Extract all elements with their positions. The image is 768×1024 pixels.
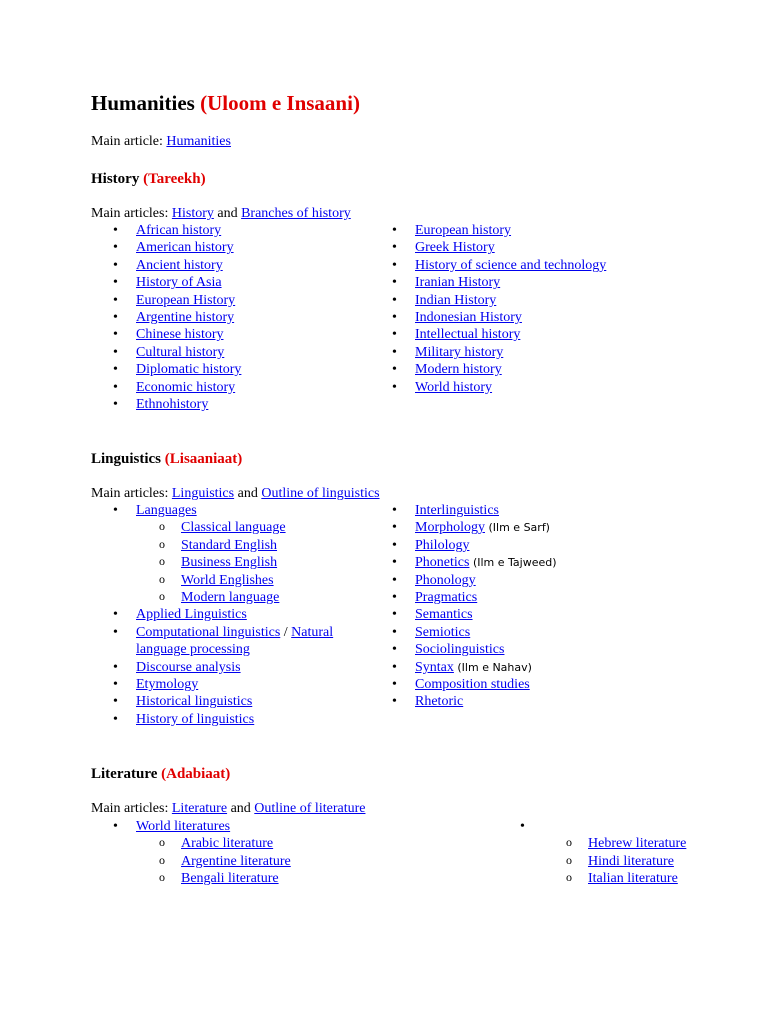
list-item [91, 693, 366, 710]
linguistics-list-left [91, 502, 366, 728]
literature-main-articles [91, 800, 365, 817]
list-item [370, 659, 730, 676]
linguistics-link[interactable]: Linguistics [171, 486, 235, 501]
literature-list-right [498, 818, 738, 888]
list-item [91, 818, 491, 888]
literature-main-label: Main articles: [91, 801, 172, 816]
list-item [91, 326, 371, 343]
etymology-link[interactable]: Etymology [136, 677, 199, 693]
literature-list-left [91, 818, 491, 888]
outline-of-linguistics-link[interactable]: Outline of linguistics [261, 486, 380, 501]
list-item [91, 502, 366, 606]
argentine-literature-link[interactable]: Argentine literature [181, 853, 291, 869]
list-item [91, 361, 371, 378]
linguistics-list-right [370, 502, 730, 711]
sociolinguistics-link[interactable]: Sociolinguistics [415, 642, 505, 658]
list-item [91, 239, 371, 256]
list-item [136, 519, 366, 536]
arabic-literature-link[interactable]: Arabic literature [181, 836, 274, 852]
history-link[interactable]: History [171, 206, 214, 221]
humanities-link[interactable]: Humanities [166, 134, 231, 149]
cultural-history-link[interactable]: Cultural history [136, 344, 225, 360]
history-heading-text: History [91, 171, 140, 187]
page-title [91, 88, 360, 118]
literature-sublist-left [136, 835, 491, 887]
ethnohistory-link[interactable]: Ethnohistory [136, 397, 209, 413]
business-english-link[interactable]: Business English [181, 555, 278, 571]
semantics-link[interactable]: Semantics [415, 607, 473, 623]
syntax-link[interactable]: Syntax [415, 659, 454, 675]
list-item [370, 519, 730, 536]
rhetoric-link[interactable]: Rhetoric [415, 694, 464, 710]
page-title-translation: (Uloom e Insaani) [200, 91, 360, 115]
european-history-link[interactable]: European History [136, 292, 236, 308]
natural-language-processing-link[interactable]: Natural language processing [136, 624, 334, 658]
list-item [370, 554, 730, 571]
linguistics-heading-translation: (Lisaaniaat) [164, 451, 243, 467]
page-title-main: Humanities [91, 91, 195, 115]
list-item [91, 624, 366, 659]
applied-linguistics-link[interactable]: Applied Linguistics [136, 607, 247, 623]
list-item [370, 326, 720, 343]
intellectual-history-link[interactable]: Intellectual history [415, 327, 521, 343]
literature-sublist-right [543, 835, 738, 887]
history-list-right [370, 222, 720, 396]
linguistics-main-articles [91, 485, 380, 502]
military-history-link[interactable]: Military history [415, 344, 504, 360]
literature-heading-translation: (Adabiaat) [161, 766, 231, 782]
list-item [543, 853, 738, 870]
computational-linguistics-link[interactable]: Computational linguistics [136, 624, 281, 640]
list-item [136, 554, 366, 571]
list-item [370, 676, 730, 693]
indonesian-history-link[interactable]: Indonesian History [415, 310, 522, 326]
history-and: and [213, 206, 242, 221]
ancient-history-link[interactable]: Ancient history [136, 257, 223, 273]
list-item [370, 222, 720, 239]
african-history-link[interactable]: African history [136, 223, 222, 238]
literature-and: and [227, 801, 255, 816]
phonology-link[interactable]: Phonology [415, 572, 476, 588]
list-item [370, 693, 730, 710]
composition-studies-link[interactable]: Composition studies [415, 677, 530, 693]
list-item [91, 396, 371, 413]
history-of-science-and-technology-link[interactable]: History of science and technology [415, 257, 607, 273]
list-item [370, 309, 720, 326]
list-item [370, 624, 730, 641]
urdu-term-note: (Ilm e Nahav) [457, 660, 532, 674]
list-item [136, 870, 491, 887]
list-item [91, 344, 371, 361]
branches-of-history-link[interactable]: Branches of history [241, 206, 351, 221]
list-item [370, 502, 730, 519]
history-list-left [91, 222, 371, 413]
chinese-history-link[interactable]: Chinese history [136, 327, 224, 343]
diplomatic-history-link[interactable]: Diplomatic history [136, 362, 242, 378]
american-history-link[interactable]: American history [136, 240, 234, 256]
philology-link[interactable]: Philology [415, 537, 470, 553]
world-literatures-link[interactable]: World literatures [136, 819, 231, 834]
list-item [91, 379, 371, 396]
discourse-analysis-link[interactable]: Discourse analysis [136, 659, 241, 675]
list-item [370, 361, 720, 378]
hindi-literature-link[interactable]: Hindi literature [588, 853, 674, 869]
italian-literature-link[interactable]: Italian literature [588, 871, 678, 887]
list-item [370, 379, 720, 396]
list-item [91, 222, 371, 239]
phonetics-link[interactable]: Phonetics [415, 555, 470, 571]
semiotics-link[interactable]: Semiotics [415, 624, 471, 640]
bengali-literature-link[interactable]: Bengali literature [181, 871, 279, 887]
list-item [91, 309, 371, 326]
outline-of-literature-link[interactable]: Outline of literature [254, 801, 366, 816]
list-item [370, 292, 720, 309]
list-item [91, 292, 371, 309]
urdu-term-note: (Ilm e Sarf) [488, 521, 550, 535]
linguistics-and: and [234, 486, 262, 501]
literature-heading [91, 764, 230, 784]
list-item [370, 572, 730, 589]
iranian-history-link[interactable]: Iranian History [415, 275, 501, 291]
list-item [91, 676, 366, 693]
list-item [91, 606, 366, 623]
urdu-term-note: (Ilm e Tajweed) [472, 556, 557, 570]
intro-main-article [91, 133, 231, 150]
list-item [370, 239, 720, 256]
history-of-asia-link[interactable]: History of Asia [136, 275, 222, 291]
list-item [136, 537, 366, 554]
list-item [91, 659, 366, 676]
world-history-link[interactable]: World history [415, 379, 493, 395]
historical-linguistics-link[interactable]: Historical linguistics [136, 694, 253, 710]
list-item [91, 274, 371, 291]
european-history-link[interactable]: European history [415, 223, 512, 238]
separator-slash: / [280, 624, 292, 640]
modern-language-link[interactable]: Modern language [181, 590, 280, 606]
list-item [370, 589, 730, 606]
interlinguistics-link[interactable]: Interlinguistics [415, 503, 499, 518]
history-heading-translation: (Tareekh) [143, 171, 206, 187]
list-item [543, 835, 738, 852]
list-item [370, 641, 730, 658]
morphology-link[interactable]: Morphology [415, 520, 485, 536]
indian-history-link[interactable]: Indian History [415, 292, 497, 308]
list-item [91, 711, 366, 728]
standard-english-link[interactable]: Standard English [181, 537, 278, 553]
argentine-history-link[interactable]: Argentine history [136, 310, 235, 326]
list-item [136, 853, 491, 870]
modern-history-link[interactable]: Modern history [415, 362, 502, 378]
list-item [543, 870, 738, 887]
list-item [370, 606, 730, 623]
world-englishes-link[interactable]: World Englishes [181, 572, 274, 588]
hebrew-literature-link[interactable]: Hebrew literature [588, 836, 687, 852]
linguistics-heading-text: Linguistics [91, 451, 162, 467]
list-item [370, 274, 720, 291]
languages-sublist [136, 519, 366, 606]
literature-heading-text: Literature [91, 766, 158, 782]
list-item [91, 257, 371, 274]
empty-list-item [498, 818, 738, 888]
classical-language-link[interactable]: Classical language [181, 520, 286, 536]
list-item [370, 344, 720, 361]
history-main-articles [91, 205, 351, 222]
list-item [136, 835, 491, 852]
history-main-label: Main articles: [91, 206, 172, 221]
greek-history-link[interactable]: Greek History [415, 240, 495, 256]
linguistics-heading [91, 449, 242, 469]
list-item [370, 257, 720, 274]
list-item [136, 572, 366, 589]
pragmatics-link[interactable]: Pragmatics [415, 590, 478, 606]
list-item [136, 589, 366, 606]
economic-history-link[interactable]: Economic history [136, 379, 236, 395]
languages-link[interactable]: Languages [136, 503, 197, 518]
list-item [370, 537, 730, 554]
history-heading [91, 169, 206, 189]
history-of-linguistics-link[interactable]: History of linguistics [136, 711, 255, 727]
intro-label: Main article: [91, 134, 167, 149]
literature-link[interactable]: Literature [171, 801, 228, 816]
linguistics-main-label: Main articles: [91, 486, 172, 501]
